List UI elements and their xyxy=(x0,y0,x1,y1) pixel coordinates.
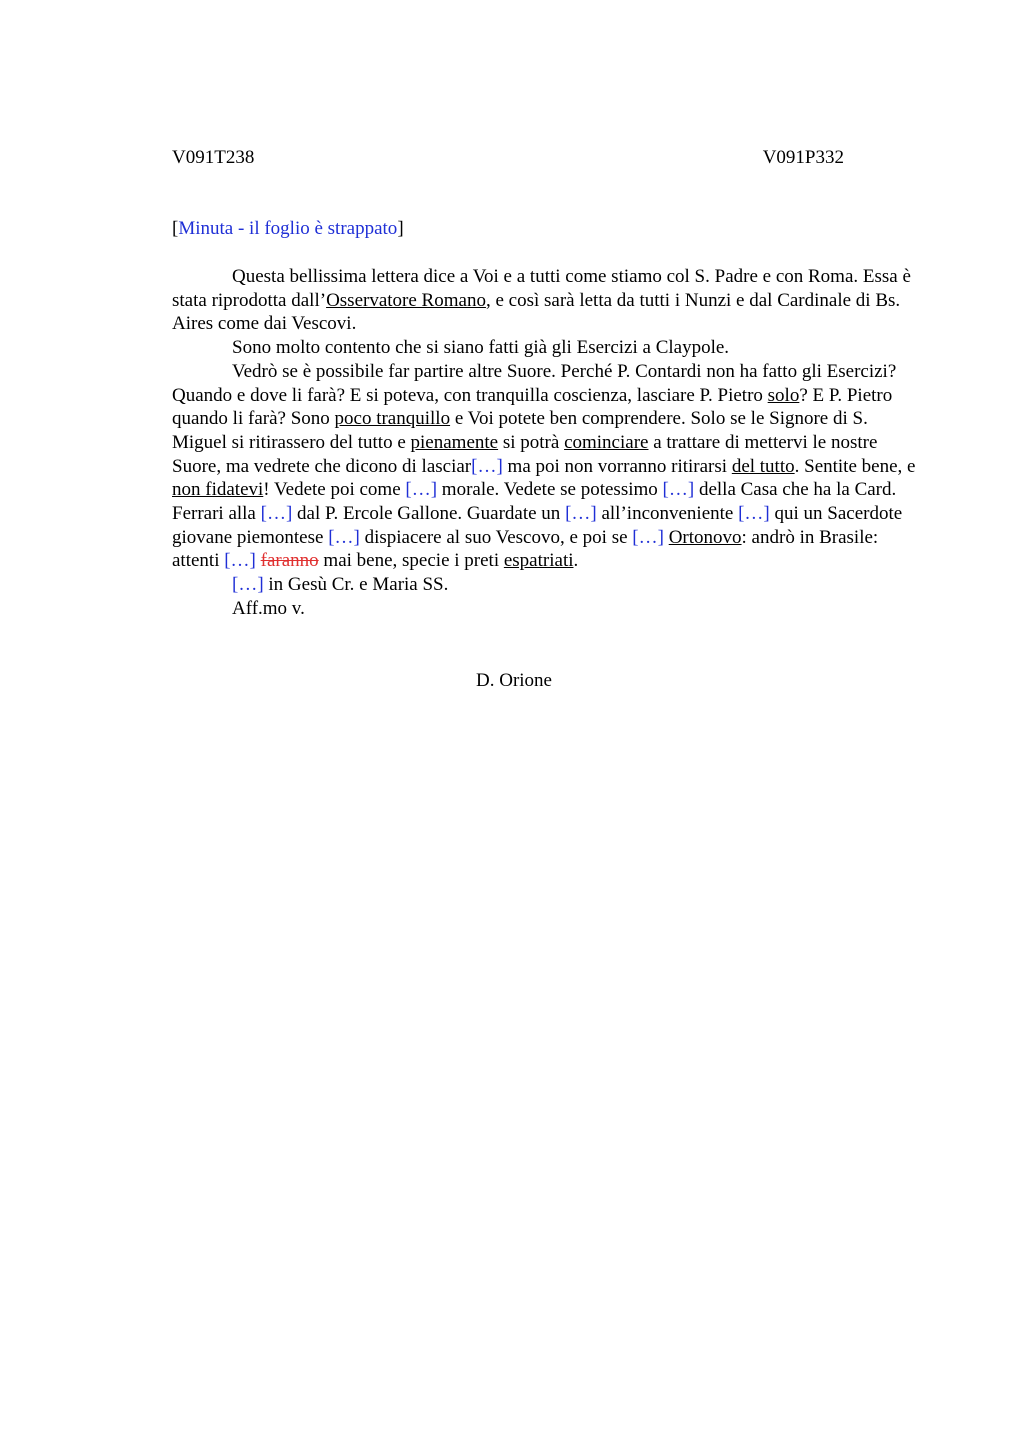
closing-text: Aff.mo v. xyxy=(232,597,305,619)
text-span: . Sentite bene, e xyxy=(794,455,916,477)
document-code-left: V091T238 xyxy=(172,147,255,168)
text-span: in Gesù Cr. e Maria SS. xyxy=(263,574,449,596)
paragraph-2 xyxy=(172,336,927,360)
text-span: a trattare di mettervi le nostre Suore, ma vedrete che dicono di lasciar xyxy=(172,431,878,477)
text-span: qui un Sacerdote giovane piemontese xyxy=(172,503,903,548)
underlined-text: solo xyxy=(767,384,800,406)
text-span: dispiacere al suo Vescovo, e poi se xyxy=(359,526,633,548)
underlined-text: non fidatevi xyxy=(172,479,264,501)
struck-through-text: faranno xyxy=(260,550,319,572)
lacuna-marker: […] xyxy=(662,479,695,501)
signature: D. Orione xyxy=(476,670,552,691)
document-header xyxy=(172,146,844,170)
paragraph-4 xyxy=(172,573,927,597)
paragraph-5 xyxy=(172,597,927,621)
text-span: , e così sarà letta da tutti i Nunzi e dal Cardinale di Bs. Aires come dai Vescovi. xyxy=(172,289,901,335)
text-span: dal P. Ercole Gallone. Guardate un xyxy=(292,503,566,525)
lacuna-marker: […] xyxy=(565,503,597,525)
document-code-right: V091P332 xyxy=(762,147,844,168)
underlined-text: pienamente xyxy=(410,431,499,453)
text-span: ? E P. Pietro quando li farà? Sono xyxy=(172,384,893,430)
text-span: Sono molto contento che si siano fatti già gli Esercizi a Claypole. xyxy=(232,337,730,359)
text-span: Questa bellissima lettera dice a Voi e a tutti come stiamo col S. Padre e con Roma. Essa è stata riprodotta dall’ xyxy=(172,266,911,311)
note-text: Minuta - il foglio è strappato xyxy=(178,218,398,239)
editorial-note xyxy=(172,217,404,241)
underlined-text: del tutto xyxy=(731,455,795,477)
text-span: morale. Vedete se potessimo xyxy=(437,479,663,501)
lacuna-marker: […] xyxy=(738,503,770,525)
text-span: ma poi non vorranno ritirarsi xyxy=(502,455,732,477)
note-open-bracket: [ xyxy=(172,218,179,239)
paragraph-3 xyxy=(172,360,927,573)
lacuna-marker: […] xyxy=(232,574,264,596)
text-span: mai bene, specie i preti xyxy=(318,550,504,572)
underlined-text: Ortonovo xyxy=(668,526,742,548)
text-span: all’inconveniente xyxy=(596,503,739,525)
underlined-text: cominciare xyxy=(564,431,649,453)
text-span: della Casa che ha la Card. Ferrari alla xyxy=(172,479,897,525)
lacuna-marker: […] xyxy=(471,455,503,477)
note-close-bracket: ] xyxy=(397,218,404,239)
underlined-text: Osservatore Romano xyxy=(326,289,486,311)
paragraph-1 xyxy=(172,265,927,336)
lacuna-marker: […] xyxy=(224,550,256,572)
text-span: e Voi potete ben comprendere. Solo se le Signore di S. Miguel si ritirassero del tutto e xyxy=(172,408,868,453)
text-span: . xyxy=(573,550,579,572)
text-span: : andrò in Brasile: attenti xyxy=(172,526,879,572)
lacuna-marker: […] xyxy=(328,526,360,548)
letter-body xyxy=(172,265,927,621)
text-span: Vedrò se è possibile far partire altre Suore. Perché P. Contardi non ha fatto gli Esercizi? Quando e dove li farà? E si poteva, con tranquilla coscienza, lasciare P. Pietro xyxy=(172,360,897,406)
text-span: si potrà xyxy=(498,431,565,453)
underlined-text: poco tranquillo xyxy=(334,408,451,430)
underlined-text: espatriati xyxy=(503,550,574,572)
lacuna-marker: […] xyxy=(632,526,664,548)
text-span: ! Vedete poi come xyxy=(263,479,406,501)
lacuna-marker: […] xyxy=(405,479,438,501)
lacuna-marker: […] xyxy=(260,503,293,525)
